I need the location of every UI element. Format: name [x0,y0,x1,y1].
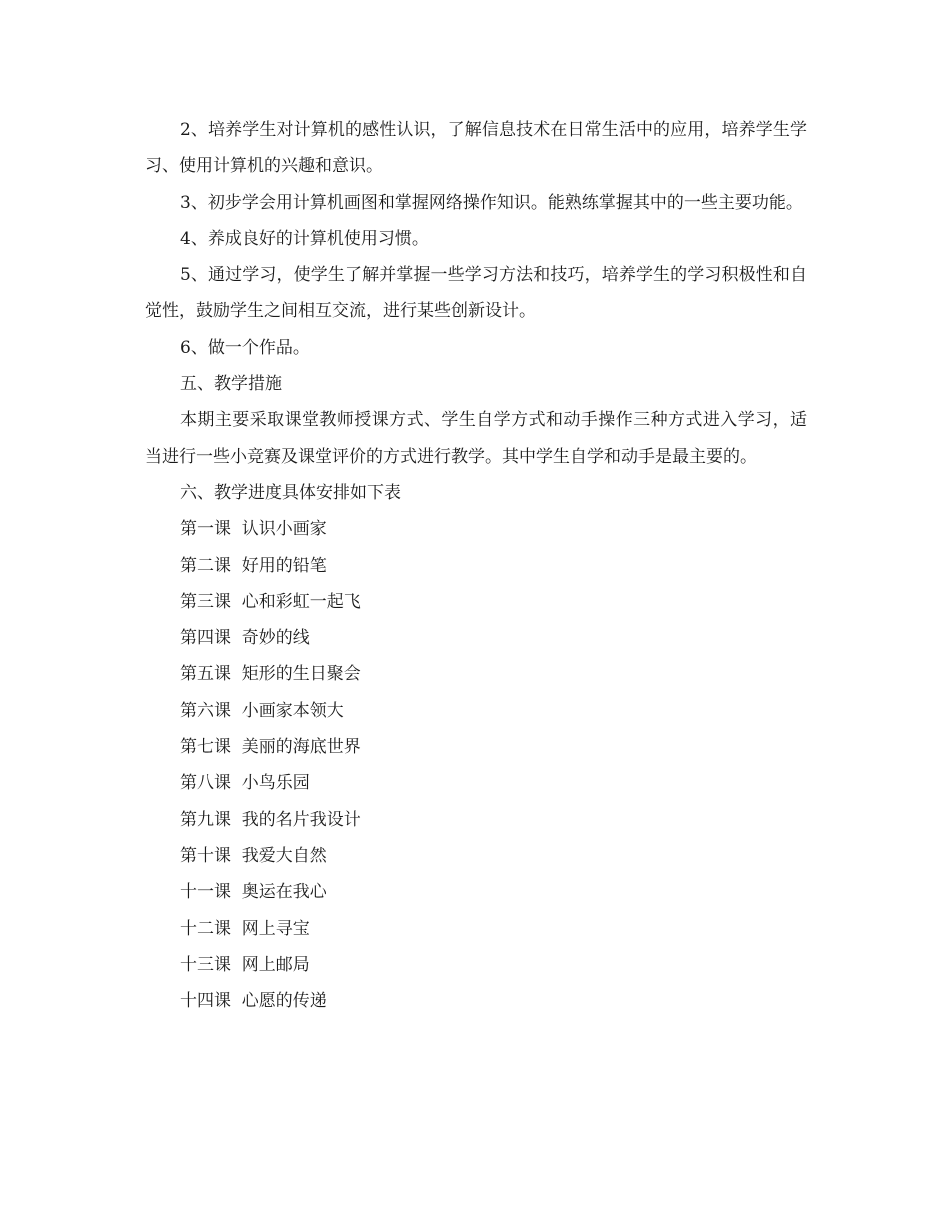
objective-5: 5、通过学习，使学生了解并掌握一些学习方法和技巧，培养学生的学习积极性和自觉性，鼓励学生之间相互交流，进行某些创新设计。 [145,265,807,322]
teaching-measures-paragraph: 本期主要采取课堂教师授课方式、学生自学方式和动手操作三种方式进入学习，适当进行一些小竞赛及课堂评价的方式进行教学。其中学生自学和动手是最主要的。 [145,410,807,467]
lesson-item: 第一课 认识小画家 [180,519,327,540]
objective-4: 4、养成良好的计算机使用习惯。 [180,228,429,249]
lesson-item: 第六课 小画家本领大 [180,700,344,721]
lesson-item: 十四课 心愿的传递 [180,991,327,1012]
objective-2: 2、培养学生对计算机的感性认识，了解信息技术在日常生活中的应用，培养学生学习、使用计算机的兴趣和意识。 [145,120,807,177]
section-heading-teaching-measures: 五、教学措施 [180,374,282,395]
document-body [145,112,807,1019]
lesson-item: 第四课 奇妙的线 [180,628,310,649]
lesson-item: 第五课 矩形的生日聚会 [180,664,361,685]
lesson-item: 第八课 小鸟乐园 [180,773,310,794]
lesson-item: 第十课 我爱大自然 [180,845,327,866]
lesson-item: 十二课 网上寻宝 [180,918,310,939]
objective-3: 3、初步学会用计算机画图和掌握网络操作知识。能熟练掌握其中的一些主要功能。 [180,192,803,213]
lesson-item: 第七课 美丽的海底世界 [180,737,361,758]
lesson-item: 十三课 网上邮局 [180,954,310,975]
objective-6: 6、做一个作品。 [180,337,310,358]
lesson-item: 第三课 心和彩虹一起飞 [180,591,361,612]
section-heading-schedule: 六、教学进度具体安排如下表 [180,482,401,503]
lesson-item: 第九课 我的名片我设计 [180,809,361,830]
lesson-item: 十一课 奥运在我心 [180,882,327,903]
lesson-item: 第二课 好用的铅笔 [180,555,327,576]
